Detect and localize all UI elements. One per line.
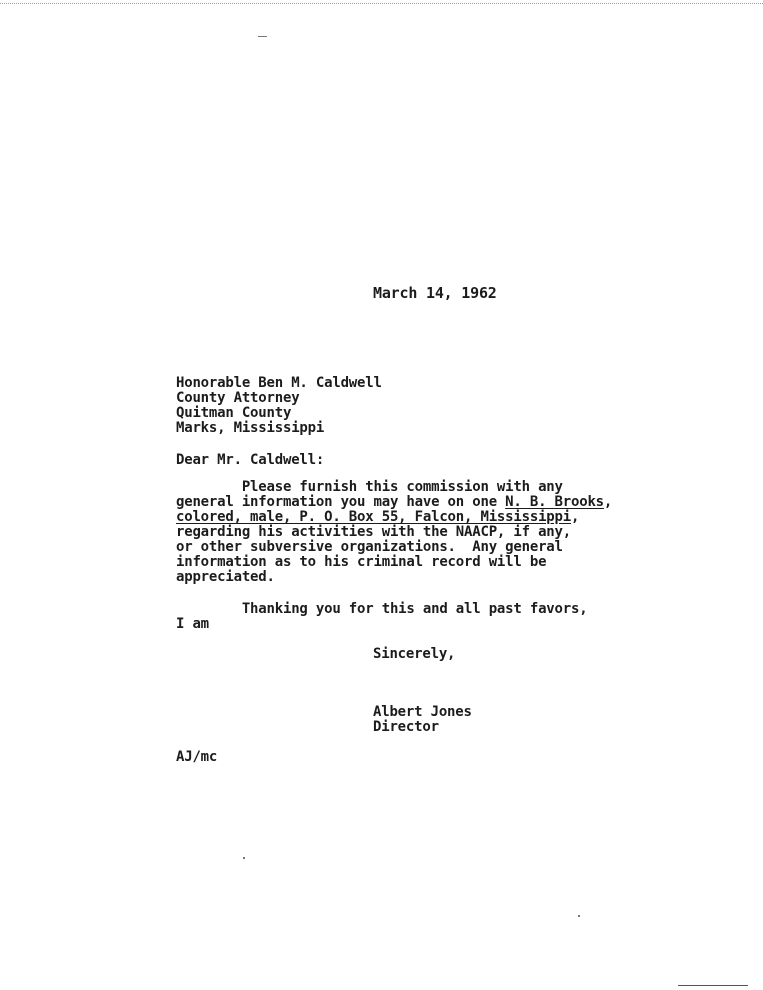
subject-name-underlined: N. B. Brooks: [505, 494, 604, 510]
recipient-title: County Attorney: [176, 390, 300, 406]
salutation: Dear Mr. Caldwell:: [176, 452, 325, 468]
body-line: Please furnish this commission with any: [176, 479, 563, 495]
recipient-name: Honorable Ben M. Caldwell: [176, 375, 382, 391]
body-text: ,: [570, 509, 580, 525]
closing-line: Thanking you for this and all past favors,: [176, 601, 588, 617]
complimentary-close: Sincerely,: [373, 646, 456, 662]
recipient-county: Quitman County: [176, 405, 292, 421]
body-text: ,: [603, 494, 613, 510]
body-line: appreciated.: [176, 569, 275, 585]
body-text: general information you may have on one: [176, 494, 506, 510]
reference-initials: AJ/mc: [176, 749, 218, 765]
body-line: [176, 510, 579, 525]
closing-line: I am: [176, 616, 209, 632]
letter-date: March 14, 1962: [373, 284, 497, 302]
scan-speck: [243, 857, 245, 859]
subject-address-underlined: colored, male, P. O. Box 55, Falcon, Mississippi: [176, 509, 571, 525]
scan-speck: [578, 915, 580, 917]
scan-speck: [678, 985, 748, 986]
signer-title: Director: [373, 719, 439, 735]
body-line: [176, 495, 612, 510]
page-top-edge: [0, 0, 763, 4]
body-line: or other subversive organizations. Any general: [176, 539, 563, 555]
body-line: information as to his criminal record will be: [176, 554, 547, 570]
signer-name: Albert Jones: [373, 704, 472, 720]
scan-speck: [258, 36, 267, 37]
recipient-city: Marks, Mississippi: [176, 420, 325, 436]
body-line: regarding his activities with the NAACP, if any,: [176, 524, 571, 540]
